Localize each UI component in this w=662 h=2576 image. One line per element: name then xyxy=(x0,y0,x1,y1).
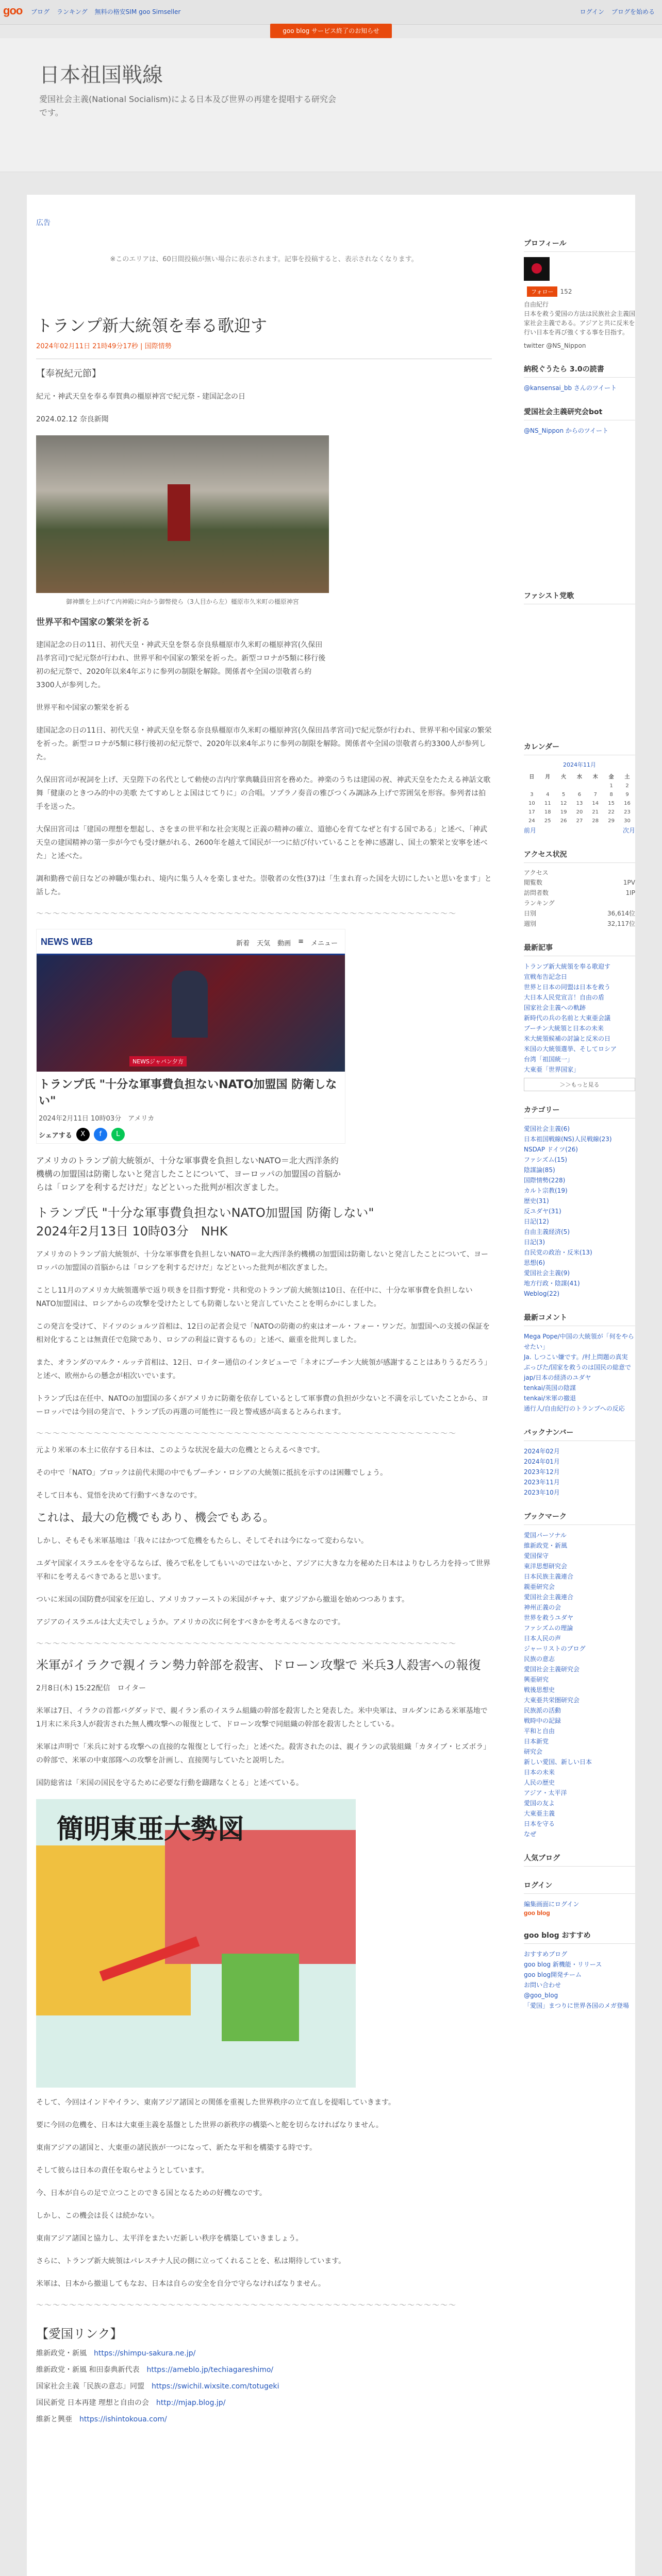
bookmark-item[interactable]: ファシズムの理論 xyxy=(524,1624,573,1632)
nhk-nav-video[interactable]: 動画 xyxy=(277,940,291,947)
date-line: 2024.02.12 奈良新聞 xyxy=(36,415,109,423)
sidebar-heading: ファシスト党歌 xyxy=(524,590,635,604)
link-label: 国家社会主義「民族の意志」同盟 xyxy=(36,2382,144,2391)
stat-row xyxy=(524,908,635,919)
twitter-handle: twitter @NS_Nippon xyxy=(524,342,586,349)
stat-key: 日別 xyxy=(524,910,537,917)
bookmark-item[interactable]: 研究会 xyxy=(524,1748,543,1755)
cal-day: 23 xyxy=(624,809,631,815)
goo-blog-twitter[interactable]: @goo_blog xyxy=(524,1992,558,1999)
sidebar-heading: 愛国社会主義研究会bot xyxy=(524,406,635,420)
link-label: 維新と興亜 xyxy=(36,2415,72,2424)
category-heading: カテゴリー xyxy=(524,1105,635,1118)
paragraph: 要に今回の危機を、日本は大東亜主義を基盤とした世界の新秩序の構築へと舵を切らなければなりません。 xyxy=(36,2121,383,2129)
start-blog-link[interactable]: ブログを始める xyxy=(611,8,655,15)
paragraph: 建国記念の日の11日、初代天皇・神武天皇を祭る奈良県橿原市久米町の橿原神宮(久保田昌孝宮司)で紀元祭が行われ、世界平和や国家の繁栄を祈った。新型コロナが5類に移行後初の紀元祭で、2020年以来4年ぶりに参列の制限を解除。関係者や全国の崇敬者ら約3300人が参列した。 xyxy=(36,641,326,689)
nhk-tag[interactable]: アメリカ xyxy=(128,1115,155,1123)
video-placeholder xyxy=(524,609,635,728)
stat-row xyxy=(524,898,635,908)
shrine-photo xyxy=(36,435,329,593)
nhk-news-card xyxy=(36,929,345,1144)
cal-day: 22 xyxy=(608,809,615,815)
bookmark-item[interactable]: 大東亜共栄圏研究会 xyxy=(524,1697,580,1704)
top-right xyxy=(580,7,655,16)
cal-day: 15 xyxy=(608,801,615,806)
recent-item[interactable]: 国家社会主義への軌跡 xyxy=(524,1004,586,1011)
bookmark-item[interactable]: ジャーリストのブログ xyxy=(524,1645,586,1652)
post-lead: 紀元・神武天皇を奉る奉賀典の橿原神宮で紀元祭 - 建国記念の日 xyxy=(36,393,245,401)
bookmark-item[interactable]: なぜ xyxy=(524,1831,537,1838)
cal-head: 火 xyxy=(561,774,567,780)
recommend-item[interactable]: goo blog開発チーム xyxy=(524,1971,582,1978)
cal-head: 土 xyxy=(624,774,630,780)
cal-prev[interactable]: 前月 xyxy=(524,827,537,834)
bookmark-item[interactable]: 神州正義の会 xyxy=(524,1604,561,1611)
nhk-news-image xyxy=(37,955,345,1072)
link-url[interactable]: http://mjap.blog.jp/ xyxy=(156,2399,226,2407)
backnumber-item[interactable]: 2024年01月 xyxy=(524,1458,560,1465)
cal-day: 13 xyxy=(576,801,583,806)
date-line-2: 2月8日(木) 15:22配信 ロイター xyxy=(36,1684,146,1692)
calendar-nav xyxy=(524,825,635,836)
bookmark-item[interactable]: 愛国の友よ xyxy=(524,1800,555,1807)
paragraph: その中で「NATO」ブロックは前代未聞の中でもプーチン・ロシアの大統領に抵抗を示すのは困難でしょう。 xyxy=(36,1469,388,1477)
post-title[interactable]: トランプ新大統領を奉る歌迎す xyxy=(36,316,268,335)
paragraph: 国防総省は「米国の国民を守るために必要な行動を躊躇なくとる」と述べている。 xyxy=(36,1779,303,1787)
category-item[interactable]: 日本祖国戦線(NS)人民戦線(23) xyxy=(524,1136,612,1143)
link-row xyxy=(36,2381,492,2391)
photo-caption: 御神饌を上がげて内神殿に向かう御幣使ら（3人目から左）橿原市久米町の橿原神宮 xyxy=(66,598,299,605)
paragraph: 久保田宮司が祝詞を上げ、天皇陛下の名代として勅使の吉内庁掌典職員田宮を務めた。神楽のうちは建国の祝、神武天皇をたたえる神話文歌舞「健康のときつみ的中の美歌 たてすめしとよ国はじてりに」の合唱。ソプラノ奏音の雅びつくみ調詠み上げで雰囲気を形容。参列者は拍手を送った。 xyxy=(36,776,491,811)
category-item[interactable]: ファシズム(15) xyxy=(524,1156,568,1163)
stat-value: 1PV xyxy=(623,879,635,886)
stat-value: 32,117位 xyxy=(607,920,635,927)
twitter-link[interactable]: @kansensai_bb さんのツイート xyxy=(524,384,617,392)
bookmark-item[interactable]: 民族派の活動 xyxy=(524,1707,561,1714)
x-share-icon[interactable]: X xyxy=(76,1128,90,1141)
comment-item[interactable]: tenkai/米軍の撤退 xyxy=(524,1395,576,1402)
nhk-sub-tag: NEWSジャパン夕方 xyxy=(129,1056,187,1066)
stat-value: 36,614位 xyxy=(607,910,635,917)
bookmark-item[interactable]: 愛国社会主義連合 xyxy=(524,1594,574,1601)
paragraph: トランプ氏は在任中、NATOの加盟国の多くがアメリカに防衛を依存しているとして軍事費の負担が少ないと不満を示していたことから、ヨーロッパでは今回の発言で、トランプ氏の再選の可能性に一段と警戒感が高まるとみられます。 xyxy=(36,1395,489,1416)
paragraph: 米軍は、日本から撤退してもなお、日本は自らの安全を自分で守らなければなりません。 xyxy=(36,2280,325,2288)
backnumber-item[interactable]: 2023年12月 xyxy=(524,1468,560,1476)
nhk-menu[interactable]: メニュー xyxy=(310,940,338,947)
divider: 〜〜〜〜〜〜〜〜〜〜〜〜〜〜〜〜〜〜〜〜〜〜〜〜〜〜〜〜〜〜〜〜〜〜〜〜〜〜〜〜〜〜〜〜〜〜〜〜〜〜〜 xyxy=(36,1430,457,1438)
cal-day: 1 xyxy=(609,783,613,789)
calendar xyxy=(524,771,635,825)
blog-header xyxy=(0,38,662,172)
cal-day: 26 xyxy=(560,818,567,824)
paragraph: そして彼らは日本の責任を取らせようとしています。 xyxy=(36,2166,209,2175)
cal-next[interactable]: 次月 xyxy=(622,827,635,834)
recommend-item[interactable]: お問い合わせ xyxy=(524,1981,561,1989)
category-item[interactable]: 愛国社会主義(9) xyxy=(524,1269,570,1277)
cal-day xyxy=(556,782,572,790)
category-item[interactable]: 自民党の政治・反米(13) xyxy=(524,1249,592,1256)
category-item[interactable]: 反ユダヤ(31) xyxy=(524,1208,561,1215)
cal-day: 19 xyxy=(560,809,567,815)
nhk-nav-new[interactable]: 新着 xyxy=(236,940,250,947)
stat-key: ランキング xyxy=(524,900,555,907)
facebook-share-icon[interactable]: f xyxy=(94,1128,107,1141)
link-row xyxy=(36,2364,492,2375)
comment-item[interactable]: Ja. しつこい嫌です。/村上問題の真実 xyxy=(524,1353,628,1361)
post-subtitle: 【奉祝紀元節】 xyxy=(36,368,101,379)
bookmark-item[interactable]: 東洋思想研究会 xyxy=(524,1563,568,1570)
goo-blog-logo[interactable]: goo blog xyxy=(524,1909,550,1917)
paragraph: 建国記念の日の11日、初代天皇・神武天皇を祭る奈良県橿原市久米町の橿原神宮(久保田昌孝宮司)で紀元祭が行われ、世界平和や国家の繁栄を祈った。新型コロナが5類に移行後初の紀元祭で、2020年以来4年ぶりに参列の制限を解除。関係者や全国の崇敬者ら約3300人が参列した。 xyxy=(36,726,492,761)
blog-title[interactable]: 日本祖国戦線 xyxy=(39,63,163,87)
page-container xyxy=(27,195,635,2576)
stat-key: 週別 xyxy=(524,920,537,927)
link-url[interactable]: https://swichil.wixsite.com/totugeki xyxy=(152,2382,279,2391)
comment-item[interactable]: Mega Pope/中国の大統領が「何をやらせたい」 xyxy=(524,1333,634,1350)
category-item[interactable]: 国際情勢(228) xyxy=(524,1177,566,1184)
cal-day: 5 xyxy=(561,792,566,798)
promo-link[interactable]: 「愛国」まつりに世界各国のメガ登場 xyxy=(524,2002,630,2009)
bookmark-item[interactable]: 戦時中の記録 xyxy=(524,1717,561,1724)
bookmark-item[interactable]: 平和と自由 xyxy=(524,1727,555,1735)
paragraph: ついに米国の国防費が国家を圧迫し、アメリカファーストの米国がチャナ、東アジアから撤退を始めつつあります。 xyxy=(36,1596,409,1604)
cal-day: 3 xyxy=(530,792,534,798)
stat-row xyxy=(524,877,635,888)
comment-item[interactable]: ぶっぴた/国家を救うのは国民の総意で xyxy=(524,1364,632,1371)
recent-item[interactable]: 台湾「祖国統一」 xyxy=(524,1056,574,1063)
cal-day: 6 xyxy=(577,792,582,798)
cal-day: 17 xyxy=(528,809,535,815)
cal-day xyxy=(587,782,603,790)
ad-label[interactable]: 広告 xyxy=(36,219,51,227)
cal-day: 16 xyxy=(624,801,631,806)
recent-item[interactable]: 米大統領候補の討論と反米の日 xyxy=(524,1035,611,1042)
stat-row xyxy=(524,919,635,929)
paragraph: この発言を受けて、ドイツのショルツ首相は、12日の記者会見で「NATOの防衛の約束はオール・フォー・ワンだ。加盟国への支援の保証を相対化することは無責任で危険であり、ロシアの利益に資するもの」と述べ、厳重を批判しました。 xyxy=(36,1323,490,1344)
service-end-notice[interactable]: goo blog サービス終了のお知らせ xyxy=(270,24,392,38)
bookmark-item[interactable]: 日本を守る xyxy=(524,1820,555,1827)
emphasis-paragraph: これは、最大の危機でもあり、機会でもある。 xyxy=(36,1512,275,1524)
top-nav-ranking[interactable]: ランキング xyxy=(57,8,88,15)
login-link[interactable]: ログイン xyxy=(580,8,604,15)
cal-day: 27 xyxy=(576,818,583,824)
link-row xyxy=(36,2397,492,2408)
cal-head: 日 xyxy=(529,774,535,780)
profile-heading: プロフィール xyxy=(524,238,635,252)
bookmark-item[interactable]: 大東亜主義 xyxy=(524,1810,555,1817)
nhk-nav-weather[interactable]: 天気 xyxy=(257,940,271,947)
category-item[interactable]: 日記(3) xyxy=(524,1239,545,1246)
bookmark-item[interactable]: 愛国パーソナル xyxy=(524,1532,567,1539)
paragraph: しかし、そもそも米軍基地は「我々にはかつて危機をもたらし、そしてそれは今になって変わらない。 xyxy=(36,1537,368,1545)
nhk-headline[interactable]: トランプ氏 "十分な軍事費負担ないNATO加盟国 防衛しない" xyxy=(39,1078,337,1108)
recent-item[interactable]: 大日本人民党宣言！自由の盾 xyxy=(524,994,605,1001)
east-asia-map xyxy=(36,1799,356,2088)
backnumber-item[interactable]: 2023年10月 xyxy=(524,1489,560,1496)
popular-heading: 人気ブログ xyxy=(524,1853,635,1867)
recent-item[interactable]: 新時代の兵の名前と大東亜会議 xyxy=(524,1014,611,1022)
paragraph: 東南アジアの諸国と、大東亜の諸民族が一つになって、新たな平和を構築する時です。 xyxy=(36,2144,317,2152)
link-url[interactable]: https://ishintokoua.com/ xyxy=(79,2415,167,2424)
bookmark-item[interactable]: 日本民族主義連合 xyxy=(524,1573,574,1580)
cal-day: 18 xyxy=(544,809,551,815)
blog-description: 愛国社会主義(National Socialism)による日本及び世界の再建を提唱する研究会です。 xyxy=(39,94,337,117)
stat-row xyxy=(524,888,635,898)
follower-count: 152 xyxy=(560,288,572,295)
cal-day: 21 xyxy=(592,809,599,815)
bookmark-heading: ブックマーク xyxy=(524,1511,635,1525)
cal-day: 7 xyxy=(593,792,597,798)
map-title: 簡明東亜大勢図 xyxy=(57,1814,245,1845)
bookmark-item[interactable]: 愛国社会主義研究会 xyxy=(524,1666,580,1673)
login-heading: ログイン xyxy=(524,1880,635,1894)
recent-item[interactable]: 大東亜「世界国家」 xyxy=(524,1066,580,1073)
paragraph: しかし、この機会は長くは続かない。 xyxy=(36,2212,159,2220)
bookmark-list xyxy=(524,1530,635,1839)
profile-text: 日本を救う愛国の方法は民族社会主義国家社会主義である。アジアと共に反米を行い日本を再び強くする事を目指す。 xyxy=(524,310,636,336)
post-meta: 2024年02月11日 21時49分17秒 | 国際情勢 xyxy=(36,343,172,350)
avatar[interactable] xyxy=(524,257,550,281)
cal-day: 2 xyxy=(625,783,629,789)
section-heading-2: 米軍がイラクで親イラン勢力幹部を殺害、ドローン攻撃で 米兵3人殺害への報復 xyxy=(36,1658,481,1672)
recent-item[interactable]: 米国の大統領選挙、そしてロシア xyxy=(524,1045,617,1053)
cal-day: 20 xyxy=(576,809,583,815)
access-label: アクセス xyxy=(524,869,549,876)
map-region xyxy=(222,1954,299,2041)
paragraph: 大保田宮司は「建国の理想を想起し、さをまの世平和な社会実現と正義の精神の確立、道徳心を育てなぜと有する国である」と述べ、「神武天皇の建国精神の第一歩が今でも受け継がれる、2600年を越えて国民が一つに結び付いていることを神に感謝し、国土の繁栄と安寧を述べた」と述べた。 xyxy=(36,825,488,860)
cal-head: 木 xyxy=(592,774,598,780)
recommend-item[interactable]: おすすめブログ xyxy=(524,1951,568,1958)
bookmark-item[interactable]: 日本の未来 xyxy=(524,1769,555,1776)
bookmark-item[interactable]: 新しい愛国、新しい日本 xyxy=(524,1758,592,1766)
link-label: 国民新党 日本再建 理想と自由の会 xyxy=(36,2399,149,2407)
stat-value: 1IP xyxy=(625,889,635,896)
cal-day: 11 xyxy=(544,801,551,806)
bookmark-item[interactable]: アジア・太平洋 xyxy=(524,1789,567,1797)
bookmark-item[interactable]: 日本人民の声 xyxy=(524,1635,561,1642)
stat-key: 閲覧数 xyxy=(524,879,543,886)
bookmark-item[interactable]: 興亜研究 xyxy=(524,1676,549,1683)
bookmark-item[interactable]: 人民の歴史 xyxy=(524,1779,555,1786)
cal-day: 30 xyxy=(624,818,631,824)
link-row xyxy=(36,2414,492,2424)
nhk-date xyxy=(37,1110,345,1126)
sidebar xyxy=(524,195,635,2011)
access-heading: アクセス状況 xyxy=(524,849,635,863)
cal-day: 10 xyxy=(528,801,535,806)
category-item[interactable]: カルト宗教(19) xyxy=(524,1187,568,1194)
nhk-date-text: 2024年2月11日 10時03分 xyxy=(39,1115,122,1123)
main-column xyxy=(27,195,501,2430)
cal-day: 4 xyxy=(546,792,550,798)
recommend-item[interactable]: goo blog 新機能・リリース xyxy=(524,1961,602,1968)
login-link[interactable]: 編集画面にログイン xyxy=(524,1901,580,1908)
cal-day: 24 xyxy=(528,818,535,824)
recent-item[interactable]: ブーチン大統領と日本の未来 xyxy=(524,1025,604,1032)
recent-heading: 最新記事 xyxy=(524,942,635,956)
link-url[interactable]: https://shimpu-sakura.ne.jp/ xyxy=(94,2349,196,2358)
category-item[interactable]: 陰謀論(85) xyxy=(524,1166,555,1174)
bookmark-item[interactable]: 民族の意志 xyxy=(524,1655,555,1663)
cal-day: 28 xyxy=(592,818,599,824)
bookmark-item[interactable]: 日本新党 xyxy=(524,1738,549,1745)
divider: 〜〜〜〜〜〜〜〜〜〜〜〜〜〜〜〜〜〜〜〜〜〜〜〜〜〜〜〜〜〜〜〜〜〜〜〜〜〜〜〜〜〜〜〜〜〜〜〜〜〜〜 xyxy=(36,2301,457,2310)
top-nav xyxy=(31,7,180,16)
recommend-heading: goo blog おすすめ xyxy=(524,1930,635,1944)
link-label: 維新政党・新風 xyxy=(36,2349,87,2358)
photo-subheading: 世界平和や国家の繁栄を祈る xyxy=(36,617,150,628)
comment-item[interactable]: jap/日本の経済のユダヤ xyxy=(524,1374,591,1381)
cal-day xyxy=(540,782,556,790)
category-item[interactable]: 歴史(31) xyxy=(524,1197,549,1205)
paragraph: さらに、トランプ新大統領はパレスチナ人民の側に立ってくれることを、私は期待しています。 xyxy=(36,2257,346,2265)
line-share-icon[interactable]: L xyxy=(111,1128,125,1141)
section-heading: トランプ氏 "十分な軍事費負担ないNATO加盟国 防衛しない" 2024年2月13日 10時03分 NHK xyxy=(36,1206,374,1239)
cal-day: 9 xyxy=(625,792,629,798)
bookmark-item[interactable]: 愛国保守 xyxy=(524,1552,549,1560)
nhk-logo[interactable]: NEWS WEB xyxy=(41,937,93,947)
links-heading: 【愛国リンク】 xyxy=(36,2327,123,2341)
category-item[interactable]: 地方行政・陰謀(41) xyxy=(524,1280,580,1287)
cal-head: 金 xyxy=(608,774,614,780)
paragraph: また、オランダのマルク・ルッテ首相は、12日、ロイター通信のインタビューで「ネオにプーチン大統領が感謝することはありうるだろう」と述べ、欧州からの懸念が相次いでいます。 xyxy=(36,1359,491,1380)
cal-day: 14 xyxy=(592,801,599,806)
user-name[interactable]: 自由紀行 xyxy=(524,301,549,308)
comments-heading: 最新コメント xyxy=(524,1312,635,1326)
backnumber-item[interactable]: 2023年11月 xyxy=(524,1479,560,1486)
bookmark-item[interactable]: 世界を救うユダヤ xyxy=(524,1614,574,1621)
top-nav-sim[interactable]: 無料の格安SIM goo Simseller xyxy=(94,8,181,15)
recent-item[interactable]: トランプ新大統領を奉る歌迎す xyxy=(524,963,611,970)
cal-head: 月 xyxy=(545,774,551,780)
paragraph: ことし11月のアメリカ大統領選挙で返り咲きを目指す野党・共和党のトランプ前大統領は10日、在任中に、十分な軍事費を負担しないNATO加盟国は、ロシアからの攻撃を受けたとしても防衛しないと発言していたことを明らかにしました。 xyxy=(36,1286,473,1308)
paragraph: アメリカのトランプ前大統領が、十分な軍事費を負担しないNATO＝北大西洋条約機構の加盟国は防衛しないと発言したことについて、ヨーロッパの加盟国の首脳からは「ロシアを利するだけだ」などといった批判が相次ぎました。 xyxy=(36,1250,488,1272)
divider: 〜〜〜〜〜〜〜〜〜〜〜〜〜〜〜〜〜〜〜〜〜〜〜〜〜〜〜〜〜〜〜〜〜〜〜〜〜〜〜〜〜〜〜〜〜〜〜〜〜〜〜 xyxy=(36,1640,457,1648)
ad-notice: ※このエリアは、60日間投稿が無い場合に表示されます。記事を投稿すると、表示されなくなります。 xyxy=(110,256,418,263)
category-item[interactable]: 愛国社会主義(6) xyxy=(524,1125,570,1132)
cal-day xyxy=(572,782,588,790)
divider: 〜〜〜〜〜〜〜〜〜〜〜〜〜〜〜〜〜〜〜〜〜〜〜〜〜〜〜〜〜〜〜〜〜〜〜〜〜〜〜〜〜〜〜〜〜〜〜〜〜〜〜 xyxy=(36,910,457,918)
paragraph: そして、今回はインドやイラン、東南アジア諸国との関係を重視した世界秩序の立て直しを提唱していきます。 xyxy=(36,2098,395,2107)
share-label: シェアする xyxy=(39,1131,72,1140)
bookmark-item[interactable]: 戦後思想史 xyxy=(524,1686,555,1693)
follow-button[interactable]: フォロー xyxy=(527,286,557,297)
paragraph: ユダヤ国家イスラエルをを守るならば、後ろで私をしてもいいのではないかと、アジアに大きな力を秘めた日本はよりむしろ力を持って世界平和にを考えるべきであると思います。 xyxy=(36,1560,491,1581)
paragraph: 今、日本が自らの足で立つことのできる国となるための好機なのです。 xyxy=(36,2189,267,2197)
calendar-heading: カレンダー xyxy=(524,741,635,755)
cal-day xyxy=(524,782,540,790)
paragraph: 米軍は声明で「米兵に対する攻撃への直接的な報復として行った」と述べた。殺害されたのは、親イランの武装組織「カタイブ・ヒズボラ」の幹部で、米軍の中東部隊への攻撃を計画し、直接関与していたと説明した。 xyxy=(36,1743,491,1765)
comment-item[interactable]: tenkai/英国の陰謀 xyxy=(524,1384,576,1392)
sidebar-heading: 納税ぐうたら 3.0の読書 xyxy=(524,364,635,378)
nhk-nav xyxy=(236,938,338,947)
nhk-header xyxy=(37,929,345,955)
follow-row xyxy=(524,286,635,297)
paragraph: アジアのイスラエルは大丈夫でしょうか。アメリカの次に何をすべきかを考えるべきなのです。 xyxy=(36,1618,345,1626)
category-item[interactable]: 自由主義経済(5) xyxy=(524,1228,570,1235)
paragraph: 米軍は7日、イラクの首都バグダッドで、親イラン系のイスラム組織の幹部を殺害したと発表した。米中央軍は、ヨルダンにある米軍基地で1月末に米兵3人が殺害された無人機攻撃への報復として、ドローン攻撃で同組織の幹部を殺害したとしている。 xyxy=(36,1707,488,1728)
paragraph: 東南アジア諸国と協力し、太平洋をまたいだ新しい秩序を構築していきましょう。 xyxy=(36,2234,303,2243)
backnumber-item[interactable]: 2024年02月 xyxy=(524,1448,560,1455)
calendar-caption: 2024年11月 xyxy=(563,761,596,768)
category-item[interactable]: 日記(12) xyxy=(524,1218,549,1225)
recent-item[interactable]: 世界と日本の同盟は日本を救う xyxy=(524,984,611,991)
share-bar xyxy=(37,1126,345,1143)
stat-key: 訪問者数 xyxy=(524,889,549,896)
cal-day: 29 xyxy=(608,818,615,824)
paragraph: そして日本も、覚悟を決めて行動すべきなのです。 xyxy=(36,1492,202,1500)
subheading: 世界平和や国家の繁栄を祈る xyxy=(36,704,130,712)
cal-day: 12 xyxy=(560,801,567,806)
link-label: 維新政党・新風 和田泰典新代表 xyxy=(36,2366,140,2374)
comment-item[interactable]: 通行人/自由紀行のトランプへの反応 xyxy=(524,1405,625,1412)
category-item[interactable]: 思想(6) xyxy=(524,1259,545,1266)
category-item[interactable]: Weblog(22) xyxy=(524,1290,560,1297)
category-item[interactable]: NSDAP ドイツ(26) xyxy=(524,1146,578,1153)
bookmark-item[interactable]: 親亜研究会 xyxy=(524,1583,555,1590)
goo-logo[interactable]: goo xyxy=(3,4,23,17)
summary: アメリカのトランプ前大統領が、十分な軍事費を負担しないNATO＝北大西洋条約機構の加盟国は防衛しないと発言したことについて、ヨーロッパの加盟国の首脳からは「ロシアを利するだけだ」などといった批判が相次ぎました。 xyxy=(36,1156,341,1192)
top-nav-blog[interactable]: ブログ xyxy=(31,8,50,15)
more-button[interactable]: ＞＞もっと見る xyxy=(524,1078,635,1091)
cal-head: 水 xyxy=(576,774,582,780)
recent-item[interactable]: 宣戦布告記念日 xyxy=(524,973,568,980)
twitter-link[interactable]: @NS_Nippon からのツイート xyxy=(524,427,609,434)
paragraph: 元より米軍の本土に依存する日本は、このような状況を最大の危機ととらえるべきです。 xyxy=(36,1446,324,1454)
menu-icon[interactable]: ≡ xyxy=(298,938,304,945)
backnumber-heading: バックナンバー xyxy=(524,1427,635,1441)
top-bar xyxy=(0,0,662,25)
paragraph: 調和勤務で前日などの神職が集われ、境内に集う人々を楽しませた。崇敬者の女性(37)は「生まれ育った国を大切にしたいと思いをます」と話した。 xyxy=(36,875,492,896)
link-row xyxy=(36,2348,492,2358)
bookmark-item[interactable]: 維新政党・新風 xyxy=(524,1542,568,1549)
link-url[interactable]: https://ameblo.jp/techiagareshimo/ xyxy=(146,2366,274,2374)
cal-day: 25 xyxy=(544,818,551,824)
cal-day: 8 xyxy=(609,792,613,798)
